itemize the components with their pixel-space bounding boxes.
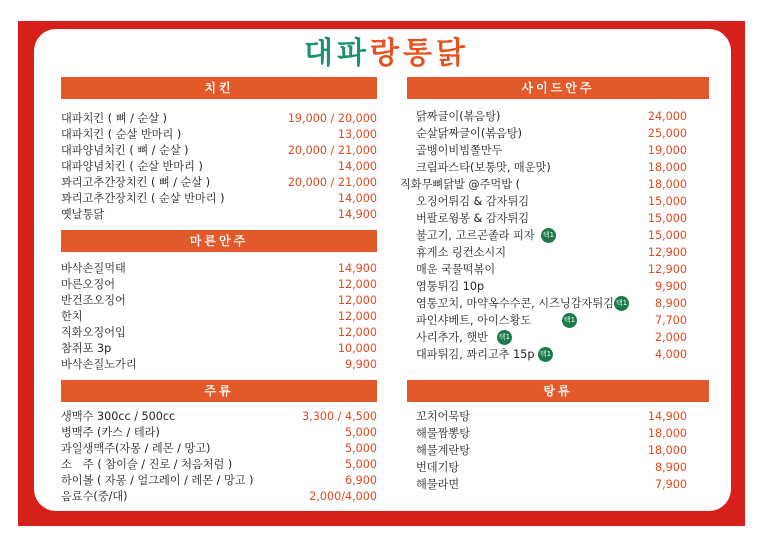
choice-badge: 택1 [562,313,577,328]
section-soups [407,380,709,491]
choice-badge: 택1 [614,296,629,311]
section-drinks [61,380,377,503]
choice-badge: 택1 [541,228,556,243]
section-header-soups: 탕류 [407,380,709,402]
menu-item: 순살닭짜글이(볶음탕) 25,000 [416,127,687,140]
menu-item: 바삭손질노가리 9,900 [61,358,377,371]
menu-item: 번데기탕 8,900 [416,461,687,474]
menu-item: 불고기, 고르곤졸라 피자 택1 15,000 [416,229,687,242]
title-part-orange: 랑통닭 [370,36,469,71]
menu-item: 버팔로윙봉 & 감자튀김 15,000 [416,212,687,225]
restaurant-title [0,34,773,74]
menu-item: 생맥수 300cc / 500cc 3,300 / 4,500 [61,410,377,423]
menu-item: 휴게소 링컨소시지 12,900 [416,246,687,259]
menu-item: 꽈리고추간장치킨 ( 뼈 / 순살 ) 20,000 / 21,000 [61,176,377,189]
section-header-drinks: 주류 [61,380,377,402]
menu-item: 반건조오징어 12,000 [61,294,377,307]
menu-item: 직화무뼈닭발 @주먹밥 ( 18,000 [400,178,687,191]
menu-item: 해물라면 7,900 [416,478,687,491]
menu-item: 병맥주 (카스 / 테라) 5,000 [61,426,377,439]
menu-item: 옛날통닭 14,900 [61,208,377,221]
section-dried-snacks [61,230,377,371]
menu-item: 대파양념치킨 ( 뼈 / 순살 ) 20,000 / 21,000 [61,144,377,157]
menu-item: 바삭손질먹태 14,900 [61,262,377,275]
menu-item: 사리추가, 햇반 택1 2,000 [416,331,687,344]
menu-item: 참쥐포 3p 10,000 [61,342,377,355]
menu-item: 대파양념치킨 ( 순살 반마리 ) 14,000 [61,160,377,173]
menu-item: 염통꼬치, 마약옥수수콘, 시즈닝감자튀김 택1 8,900 [416,297,687,310]
menu-item: 한치 12,000 [61,310,377,323]
choice-badge: 택1 [538,347,553,362]
menu-item: 직화오징어입 12,000 [61,326,377,339]
menu-item: 과일생맥주(자몽 / 레몬 / 망고) 5,000 [61,442,377,455]
menu-item: 꽈리고추간장치킨 ( 순살 반마리 ) 14,000 [61,192,377,205]
menu-item: 파인샤베트, 아이스황도 택1 7,700 [416,314,687,327]
menu-item: 꼬치어묵탕 14,900 [416,410,687,423]
menu-item: 오징어튀김 & 감자튀김 15,000 [416,195,687,208]
menu-item: 대파치킨 ( 뼈 / 순살 ) 19,000 / 20,000 [61,112,377,125]
section-header-dried-snacks: 마른안주 [61,230,377,252]
menu-item: 해물계란탕 18,000 [416,444,687,457]
menu-item: 크림파스타(보통맛, 매운맛) 18,000 [416,161,687,174]
menu-item: 해물짬뽕탕 18,000 [416,427,687,440]
menu-item: 염통튀김 10p 9,900 [416,280,687,293]
menu-item: 매운 국물떡볶이 12,900 [416,263,687,276]
menu-item: 마른오징어 12,000 [61,278,377,291]
section-header-chicken: 치킨 [61,77,377,99]
title-part-green: 대파 [304,36,370,71]
menu-item: 닭짜글이(볶음탕) 24,000 [416,110,687,123]
menu-item: 대파튀김, 꽈리고추 15p 택1 4,000 [416,348,687,361]
choice-badge: 택1 [497,330,512,345]
section-header-side-dishes: 사이드안주 [407,77,709,99]
menu-item: 하이볼 ( 자몽 / 얼그레이 / 레몬 / 망고 ) 6,900 [61,474,377,487]
menu-item: 소 주 ( 참이슬 / 진로 / 처음처럼 ) 5,000 [61,458,377,471]
menu-item: 골뱅이비빔쫄만두 19,000 [416,144,687,157]
section-side-dishes [400,77,709,361]
menu-item: 대파치킨 ( 순살 반마리 ) 13,000 [61,128,377,141]
section-chicken [61,77,377,221]
menu-item: 음료수(중/대) 2,000/4,000 [61,490,377,503]
